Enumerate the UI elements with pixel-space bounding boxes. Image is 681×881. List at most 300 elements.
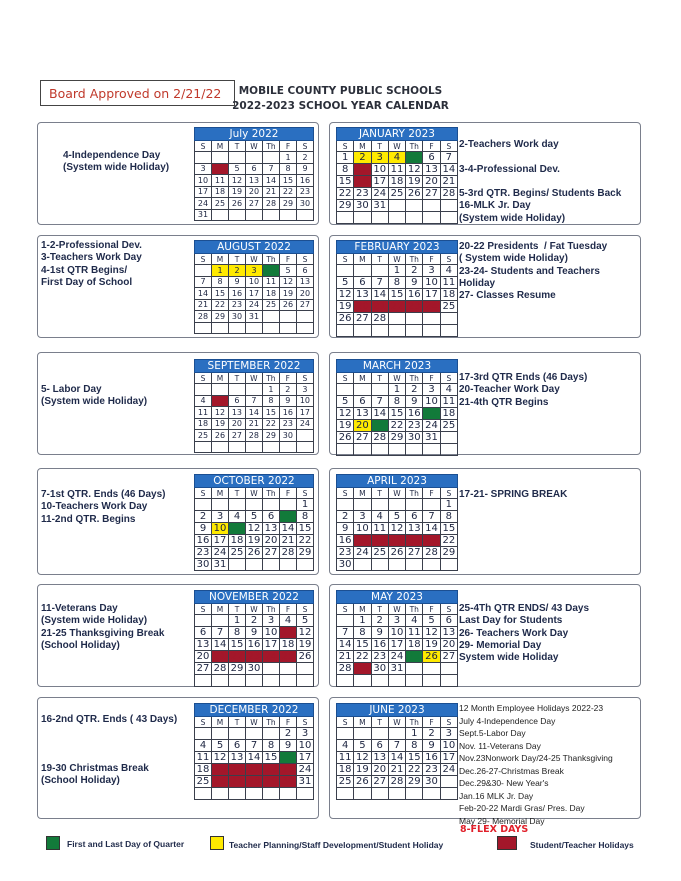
week-row <box>337 764 458 776</box>
day-cell: 9 <box>246 627 263 639</box>
day-cell <box>371 788 388 800</box>
day-cell: 9 <box>354 164 371 176</box>
day-cell: 13 <box>263 523 280 535</box>
day-cell <box>246 788 263 800</box>
week-row <box>195 198 314 210</box>
day-cell <box>440 200 457 212</box>
weekday-header: S <box>337 373 354 384</box>
day-cell <box>246 675 263 687</box>
day-cell: 18 <box>440 408 457 420</box>
day-cell: 10 <box>297 740 314 752</box>
day-cell <box>440 212 457 224</box>
week-row <box>195 395 314 407</box>
day-cell: 26 <box>297 651 314 663</box>
day-cell: 29 <box>297 547 314 559</box>
day-cell <box>229 152 246 164</box>
day-cell: 18 <box>440 289 457 301</box>
day-cell <box>354 384 371 396</box>
day-cell: 2 <box>423 728 440 740</box>
day-cell: 7 <box>245 395 262 407</box>
day-cell: 13 <box>423 164 440 176</box>
day-cell: 14 <box>337 639 354 651</box>
day-cell: 17 <box>212 535 229 547</box>
day-cell: 2 <box>279 384 296 396</box>
day-cell: 5 <box>229 163 246 175</box>
weekday-header: Th <box>263 141 280 152</box>
day-cell: 20 <box>371 764 388 776</box>
day-cell: 27 <box>354 313 371 325</box>
day-cell: 4 <box>371 511 388 523</box>
day-cell <box>371 444 388 456</box>
weekday-header: S <box>440 717 457 728</box>
day-cell <box>280 788 297 800</box>
day-cell: 2 <box>371 615 388 627</box>
day-cell: 1 <box>406 728 423 740</box>
week-row <box>337 511 458 523</box>
week-row <box>337 675 458 687</box>
day-cell: 11 <box>263 276 280 288</box>
day-cell <box>406 788 423 800</box>
week-row <box>337 408 458 420</box>
day-cell: 3 <box>246 265 263 277</box>
week-row <box>195 764 314 776</box>
week-row <box>337 444 458 456</box>
day-cell <box>212 675 229 687</box>
day-cell <box>280 499 297 511</box>
day-cell: 4 <box>440 265 457 277</box>
week-row <box>195 639 314 651</box>
day-cell: 18 <box>212 186 229 198</box>
day-cell: 16 <box>279 407 296 419</box>
day-cell: 11 <box>406 627 423 639</box>
day-cell: 2 <box>297 152 314 164</box>
day-cell <box>388 200 405 212</box>
day-cell: 6 <box>297 265 314 277</box>
day-cell <box>406 200 423 212</box>
weekday-header: M <box>212 141 229 152</box>
week-row <box>195 675 314 687</box>
day-cell: 18 <box>337 764 354 776</box>
day-cell: 23 <box>280 764 297 776</box>
weekday-header: S <box>440 373 457 384</box>
day-cell: 25 <box>263 299 280 311</box>
day-cell: 7 <box>263 163 280 175</box>
day-cell: 19 <box>388 535 405 547</box>
day-cell: 2 <box>406 384 423 396</box>
weekday-header: F <box>280 488 297 499</box>
day-cell: 21 <box>245 418 262 430</box>
day-cell: 28 <box>440 188 457 200</box>
note-employee-holidays: 12 Month Employee Holidays 2022-23 July 4-Independence Day Sept.5-Labor Day Nov. 11-Veterans Day Nov.23Nonwork Day/24-25 Thanksgiving Dec.26-27-Christmas Break Dec.29&30- New Year's Jan.16 MLK Jr. Day Feb-20-22 Mardi Gras/ Pres. Day May 29- Memorial Day <box>459 703 613 826</box>
legend-yellow-label: Teacher Planning/Staff Development/Student Holiday <box>229 840 444 850</box>
day-cell: 20 <box>229 764 246 776</box>
day-cell: 3 <box>423 384 440 396</box>
day-cell: 26 <box>337 432 354 444</box>
day-cell: 29 <box>229 663 246 675</box>
day-cell <box>371 675 388 687</box>
weekday-header: M <box>212 604 229 615</box>
day-cell: 23 <box>229 299 246 311</box>
weekday-header: W <box>388 717 405 728</box>
day-cell: 13 <box>440 627 457 639</box>
day-cell: 7 <box>195 276 212 288</box>
day-cell <box>212 728 229 740</box>
day-cell: 4 <box>388 152 405 164</box>
day-cell: 5 <box>246 511 263 523</box>
day-cell <box>388 559 405 571</box>
day-cell: 6 <box>246 163 263 175</box>
day-cell: 9 <box>406 277 423 289</box>
day-cell: 22 <box>297 535 314 547</box>
day-cell <box>246 322 263 334</box>
day-cell: 11 <box>195 407 212 419</box>
day-cell: 16 <box>423 752 440 764</box>
day-cell: 15 <box>354 639 371 651</box>
day-cell <box>388 788 405 800</box>
month-april-2023 <box>336 474 458 571</box>
day-cell: 5 <box>297 615 314 627</box>
month-june-2023 <box>336 703 458 800</box>
week-row <box>337 152 458 164</box>
day-cell <box>371 212 388 224</box>
day-cell: 27 <box>440 651 457 663</box>
week-row <box>337 301 458 313</box>
day-cell <box>229 788 246 800</box>
day-cell <box>337 265 354 277</box>
weekday-header: Th <box>263 488 280 499</box>
day-cell <box>406 675 423 687</box>
day-cell <box>246 559 263 571</box>
day-cell: 13 <box>354 289 371 301</box>
weekday-header: S <box>195 141 212 152</box>
day-cell: 15 <box>263 752 280 764</box>
weekday-header: W <box>246 717 263 728</box>
day-cell <box>297 663 314 675</box>
day-cell: 19 <box>337 301 354 313</box>
day-cell: 2 <box>354 152 371 164</box>
week-row <box>337 535 458 547</box>
day-cell: 16 <box>246 639 263 651</box>
weekday-header: S <box>337 717 354 728</box>
day-cell: 15 <box>388 408 405 420</box>
flex-days-note: 8-FLEX DAYS <box>460 824 529 835</box>
day-cell <box>229 209 246 221</box>
week-row <box>195 175 314 187</box>
day-cell: 11 <box>440 277 457 289</box>
weekday-header: S <box>297 254 314 265</box>
day-cell: 13 <box>371 752 388 764</box>
day-cell: 24 <box>440 764 457 776</box>
day-cell: 22 <box>440 535 457 547</box>
note-november: 11-Veterans Day (System wide Holiday) 21-25 Thanksgiving Break (School Holiday) <box>41 603 165 651</box>
day-cell: 20 <box>195 651 212 663</box>
day-cell <box>423 499 440 511</box>
day-cell <box>297 559 314 571</box>
note-july: 4-Independence Day (System wide Holiday) <box>63 150 170 174</box>
day-cell: 31 <box>246 311 263 323</box>
day-cell <box>354 788 371 800</box>
day-cell <box>229 728 246 740</box>
day-cell: 22 <box>406 764 423 776</box>
day-cell <box>337 325 354 337</box>
day-cell: 21 <box>246 764 263 776</box>
day-cell: 11 <box>440 396 457 408</box>
day-cell: 24 <box>297 764 314 776</box>
day-cell: 15 <box>337 176 354 188</box>
day-cell: 22 <box>212 299 229 311</box>
month-title: JANUARY 2023 <box>337 128 458 141</box>
week-row <box>195 499 314 511</box>
day-cell: 26 <box>229 198 246 210</box>
day-cell <box>406 499 423 511</box>
week-row <box>337 651 458 663</box>
day-cell: 7 <box>280 511 297 523</box>
day-cell: 29 <box>337 200 354 212</box>
day-cell: 2 <box>337 511 354 523</box>
day-cell: 19 <box>280 288 297 300</box>
weekday-header: S <box>440 488 457 499</box>
day-cell <box>245 384 262 396</box>
day-cell: 21 <box>371 301 388 313</box>
day-cell: 7 <box>423 511 440 523</box>
day-cell: 6 <box>406 511 423 523</box>
note-october: 7-1st QTR. Ends (46 Days) 10-Teachers Work Day 11-2nd QTR. Begins <box>41 489 166 525</box>
week-row <box>195 615 314 627</box>
day-cell: 4 <box>195 395 212 407</box>
note-march: 17-3rd QTR Ends (46 Days) 20-Teacher Work Day 21-4th QTR Begins <box>459 372 588 408</box>
week-row <box>195 288 314 300</box>
day-cell <box>406 663 423 675</box>
day-cell: 22 <box>263 764 280 776</box>
day-cell <box>246 209 263 221</box>
week-row <box>195 265 314 277</box>
day-cell: 1 <box>280 152 297 164</box>
day-cell: 22 <box>388 301 405 313</box>
week-row <box>337 289 458 301</box>
day-cell: 13 <box>229 752 246 764</box>
day-cell <box>263 663 280 675</box>
day-cell <box>354 212 371 224</box>
day-cell: 7 <box>212 627 229 639</box>
day-cell: 9 <box>371 627 388 639</box>
day-cell: 14 <box>423 523 440 535</box>
week-row <box>195 663 314 675</box>
day-cell: 25 <box>280 651 297 663</box>
week-row <box>337 788 458 800</box>
day-cell: 24 <box>263 651 280 663</box>
day-cell: 22 <box>337 188 354 200</box>
day-cell: 30 <box>423 776 440 788</box>
day-cell: 7 <box>440 152 457 164</box>
day-cell: 7 <box>371 277 388 289</box>
day-cell: 25 <box>440 301 457 313</box>
day-cell: 10 <box>263 627 280 639</box>
day-cell: 21 <box>388 764 405 776</box>
day-cell: 28 <box>195 311 212 323</box>
weekday-header: W <box>246 488 263 499</box>
day-cell: 26 <box>211 430 228 442</box>
week-row <box>195 627 314 639</box>
month-december-2022 <box>194 703 314 800</box>
day-cell: 2 <box>246 615 263 627</box>
day-cell: 20 <box>440 639 457 651</box>
day-cell: 30 <box>371 663 388 675</box>
day-cell: 8 <box>354 627 371 639</box>
day-cell: 15 <box>440 523 457 535</box>
weekday-header: T <box>229 717 246 728</box>
day-cell <box>371 325 388 337</box>
day-cell <box>263 152 280 164</box>
day-cell <box>337 384 354 396</box>
day-cell <box>296 441 313 453</box>
day-cell: 15 <box>229 639 246 651</box>
day-cell: 17 <box>423 289 440 301</box>
weekday-header: S <box>297 604 314 615</box>
month-january-2023 <box>336 127 458 224</box>
note-may: 25-4Th QTR ENDS/ 43 Days Last Day for Students 26- Teachers Work Day 29- Memorial Day System wide Holiday <box>459 603 590 664</box>
day-cell: 16 <box>297 175 314 187</box>
week-row <box>195 535 314 547</box>
day-cell: 5 <box>406 152 423 164</box>
day-cell <box>388 728 405 740</box>
day-cell: 1 <box>337 152 354 164</box>
week-row <box>337 265 458 277</box>
day-cell: 5 <box>212 740 229 752</box>
day-cell: 6 <box>354 396 371 408</box>
day-cell: 16 <box>280 752 297 764</box>
day-cell: 24 <box>354 547 371 559</box>
day-cell <box>440 776 457 788</box>
week-row <box>195 311 314 323</box>
day-cell: 7 <box>388 740 405 752</box>
day-cell: 10 <box>195 175 212 187</box>
calendar-year-title: 2022-2023 SCHOOL YEAR CALENDAR <box>232 100 449 112</box>
day-cell: 11 <box>388 164 405 176</box>
day-cell: 17 <box>246 288 263 300</box>
day-cell: 13 <box>354 408 371 420</box>
day-cell <box>297 322 314 334</box>
day-cell: 13 <box>246 175 263 187</box>
day-cell <box>440 675 457 687</box>
week-row <box>337 188 458 200</box>
weekday-header: M <box>212 717 229 728</box>
day-cell: 27 <box>423 188 440 200</box>
day-cell: 23 <box>279 418 296 430</box>
day-cell: 5 <box>337 277 354 289</box>
day-cell: 6 <box>229 740 246 752</box>
day-cell: 9 <box>297 163 314 175</box>
day-cell: 26 <box>212 776 229 788</box>
day-cell: 10 <box>296 395 313 407</box>
day-cell: 30 <box>246 663 263 675</box>
day-cell <box>195 152 212 164</box>
day-cell: 6 <box>423 152 440 164</box>
day-cell: 24 <box>195 198 212 210</box>
day-cell: 29 <box>354 663 371 675</box>
day-cell <box>262 441 279 453</box>
day-cell <box>279 441 296 453</box>
day-cell: 25 <box>337 776 354 788</box>
day-cell: 10 <box>371 164 388 176</box>
month-february-2023 <box>336 240 458 337</box>
day-cell: 14 <box>371 289 388 301</box>
day-cell <box>229 322 246 334</box>
day-cell: 18 <box>195 418 212 430</box>
day-cell: 14 <box>280 523 297 535</box>
week-row <box>195 430 314 442</box>
day-cell: 26 <box>406 188 423 200</box>
day-cell: 23 <box>423 764 440 776</box>
day-cell: 4 <box>212 163 229 175</box>
day-cell: 8 <box>263 740 280 752</box>
day-cell: 7 <box>337 627 354 639</box>
day-cell: 12 <box>246 523 263 535</box>
day-cell <box>195 615 212 627</box>
day-cell: 6 <box>263 511 280 523</box>
day-cell: 9 <box>423 740 440 752</box>
day-cell: 12 <box>337 408 354 420</box>
weekday-header: F <box>280 254 297 265</box>
day-cell: 17 <box>263 639 280 651</box>
day-cell: 14 <box>195 288 212 300</box>
day-cell: 17 <box>354 535 371 547</box>
day-cell <box>212 322 229 334</box>
day-cell <box>263 209 280 221</box>
day-cell: 15 <box>297 523 314 535</box>
day-cell: 14 <box>440 164 457 176</box>
weekday-header: S <box>440 141 457 152</box>
day-cell: 25 <box>406 651 423 663</box>
weekday-header: T <box>371 604 388 615</box>
day-cell: 25 <box>195 430 212 442</box>
day-cell: 27 <box>406 547 423 559</box>
day-cell <box>337 615 354 627</box>
day-cell <box>212 209 229 221</box>
day-cell: 12 <box>406 164 423 176</box>
month-march-2023 <box>336 359 458 456</box>
day-cell: 5 <box>211 395 228 407</box>
note-september: 5- Labor Day (System wide Holiday) <box>41 384 148 408</box>
day-cell: 14 <box>245 407 262 419</box>
day-cell: 12 <box>337 289 354 301</box>
week-row <box>195 384 314 396</box>
weekday-header: S <box>297 717 314 728</box>
day-cell: 18 <box>195 764 212 776</box>
note-february: 20-22 Presidents / Fat Tuesday ( System wide Holiday) 23-24- Students and Teachers Holiday 27- Classes Resume <box>459 241 608 302</box>
month-title: MARCH 2023 <box>337 360 458 373</box>
day-cell: 12 <box>388 523 405 535</box>
week-row <box>337 277 458 289</box>
day-cell: 1 <box>388 384 405 396</box>
day-cell: 4 <box>195 740 212 752</box>
day-cell: 8 <box>406 740 423 752</box>
day-cell <box>354 675 371 687</box>
day-cell: 28 <box>280 547 297 559</box>
day-cell: 18 <box>229 535 246 547</box>
weekday-header: S <box>296 373 313 384</box>
week-row <box>337 663 458 675</box>
day-cell: 1 <box>388 265 405 277</box>
day-cell: 27 <box>263 547 280 559</box>
day-cell <box>371 499 388 511</box>
day-cell: 19 <box>354 764 371 776</box>
legend-green-swatch <box>46 836 60 850</box>
weekday-header: Th <box>262 373 279 384</box>
day-cell <box>246 499 263 511</box>
day-cell <box>406 325 423 337</box>
day-cell: 30 <box>280 776 297 788</box>
day-cell: 14 <box>388 752 405 764</box>
